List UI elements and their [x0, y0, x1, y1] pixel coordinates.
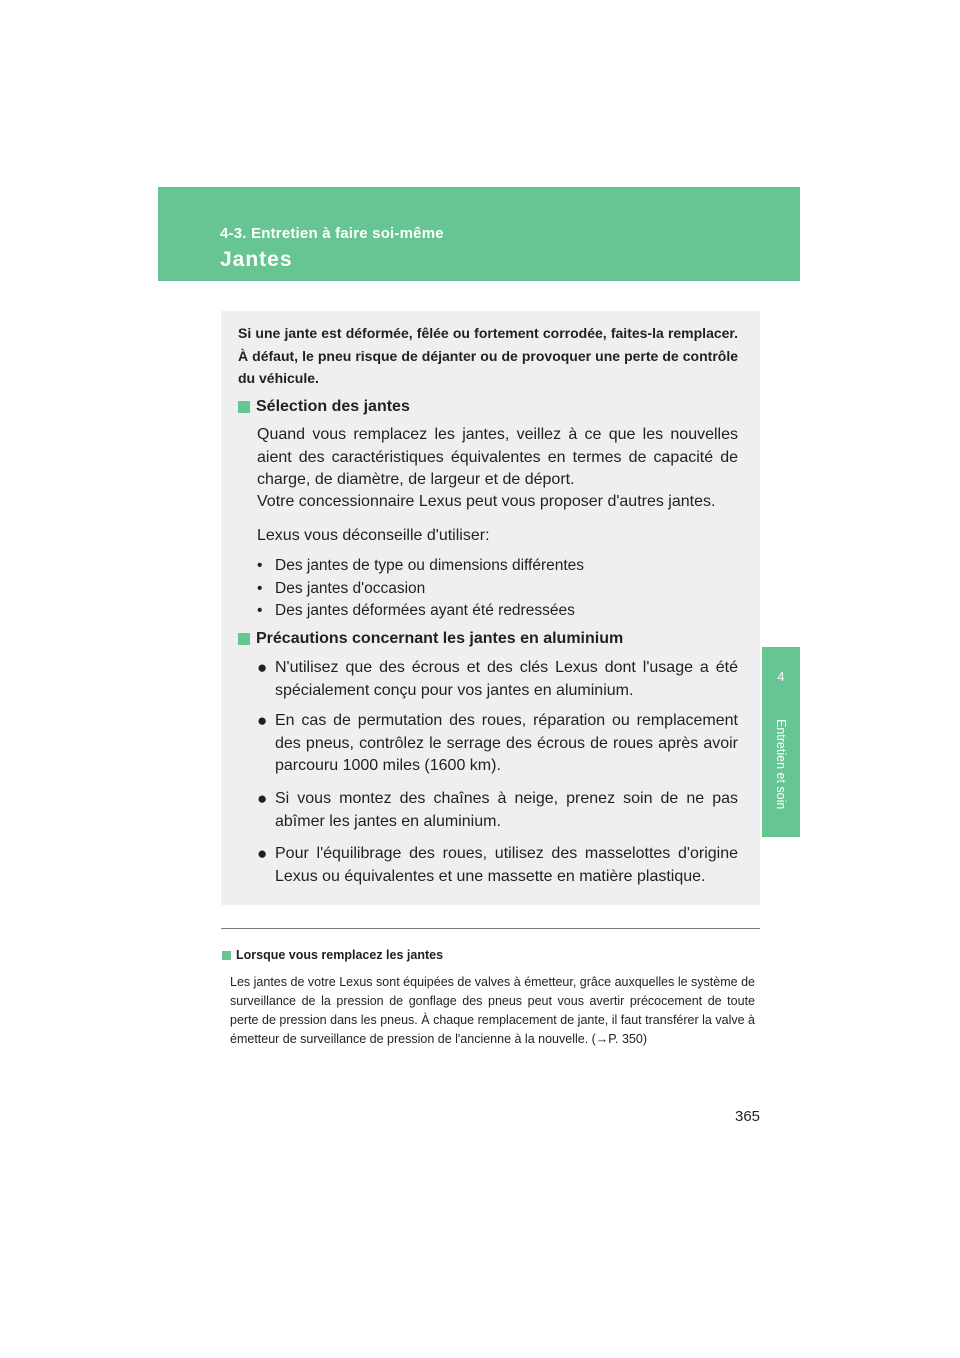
selection-heading-label: Sélection des jantes — [256, 398, 410, 415]
section-header-band — [158, 187, 800, 281]
list-item: • Des jantes déformées ayant été redressées — [257, 602, 575, 619]
circle-bullet-icon: ● — [257, 711, 268, 730]
page-title: Jantes — [220, 248, 293, 271]
avoid-list — [257, 555, 738, 623]
chapter-number: 4 — [777, 669, 785, 684]
circle-bullet-icon: ● — [257, 844, 268, 863]
page-number: 365 — [735, 1108, 761, 1125]
section-divider — [221, 928, 760, 929]
selection-heading — [238, 398, 410, 416]
precautions-heading — [238, 630, 623, 648]
note-heading-label: Lorsque vous remplacez les jantes — [236, 948, 444, 962]
circle-bullet-icon: ● — [257, 789, 268, 808]
list-item: • Des jantes d'occasion — [257, 579, 426, 597]
precaution-item: ● Si vous montez des chaînes à neige, prenez soin de ne pas abîmer les jantes en aluminium. — [257, 788, 738, 833]
circle-bullet-icon: ● — [257, 658, 268, 677]
selection-paragraph-3: Lexus vous déconseille d'utiliser: — [257, 527, 490, 544]
precaution-item: ● N'utilisez que des écrous et des clés Lexus dont l'usage a été spécialement conçu pour vos jantes en aluminium. — [257, 657, 738, 702]
square-bullet-icon — [222, 951, 231, 960]
intro-text: Si une jante est déformée, fêlée ou fortement corrodée, faites-la remplacer. À défaut, le pneu risque de déjanter ou de provoquer une perte de contrôle du véhicule. — [238, 325, 738, 386]
precautions-heading-label: Précautions concernant les jantes en aluminium — [256, 630, 624, 647]
caution-box — [221, 311, 760, 905]
section-label: 4-3. Entretien à faire soi-même — [220, 225, 444, 242]
selection-paragraph-1: Quand vous remplacez les jantes, veillez à ce que les nouvelles aient des caractéristiques équivalentes en termes de capacité de charge, de diamètre, de largeur et de déport. — [257, 426, 738, 488]
chapter-label: Entretien et soin — [774, 719, 788, 810]
list-item: • Des jantes de type ou dimensions différentes — [257, 557, 585, 574]
note-body: Les jantes de votre Lexus sont équipées de valves à émetteur, grâce auxquelles le système de surveillance de la pression de gonflage des pneus peut vous avertir précocement de toute perte de pression dans les pneus. À chaque remplacement de jante, il faut transférer la valve à émetteur de surveillance de pression de l'ancienne à la nouvelle. (→P. 350) — [230, 975, 755, 1046]
precaution-item: ● En cas de permutation des roues, réparation ou remplacement des pneus, contrôlez le serrage des écrous de roues après avoir parcouru 1000 miles (1600 km). — [257, 710, 738, 778]
chapter-side-tab — [762, 647, 800, 837]
note-heading — [222, 948, 443, 962]
precaution-item: ● Pour l'équilibrage des roues, utilisez des masselottes d'origine Lexus ou équivalentes et une massette en matière plastique. — [257, 843, 738, 888]
selection-paragraph-2: Votre concessionnaire Lexus peut vous proposer d'autres jantes. — [257, 493, 716, 510]
square-bullet-icon — [238, 633, 250, 645]
square-bullet-icon — [238, 401, 250, 413]
